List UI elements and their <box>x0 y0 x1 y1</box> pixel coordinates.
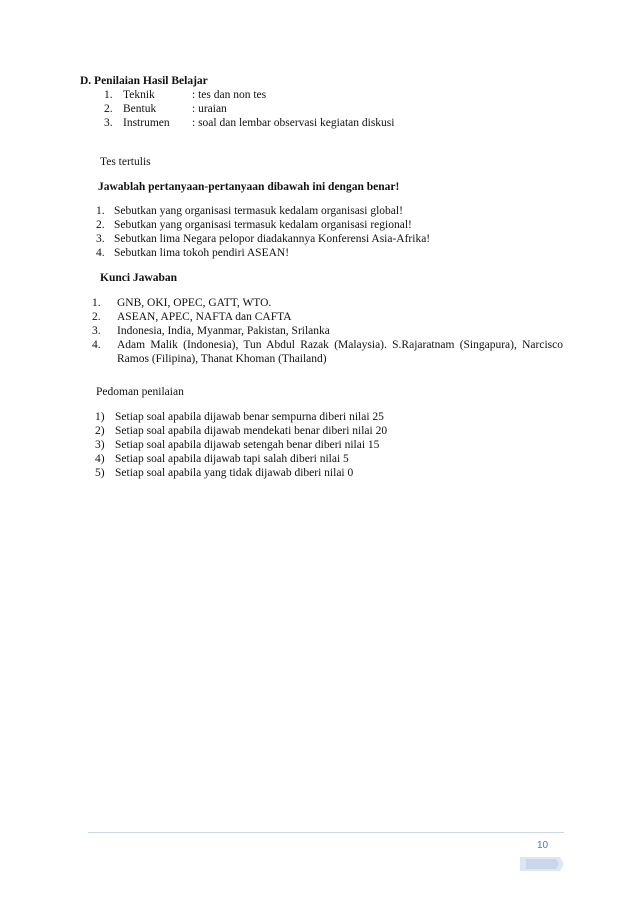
answer-num: 4. <box>92 339 101 351</box>
question-text: Sebutkan lima Negara pelopor diadakannya Konferensi Asia-Afrika! <box>114 233 431 245</box>
info-num: 2. <box>104 103 113 115</box>
answer-text: Indonesia, India, Myanmar, Pakistan, Srilanka <box>117 325 330 337</box>
scoring-text: Setiap soal apabila yang tidak dijawab diberi nilai 0 <box>115 467 354 479</box>
section-heading: D. Penilaian Hasil Belajar <box>80 75 208 87</box>
scoring-text: Setiap soal apabila dijawab benar sempurna diberi nilai 25 <box>115 411 384 423</box>
answer-num: 2. <box>92 311 101 323</box>
instruction-heading: Jawablah pertanyaan-pertanyaan dibawah ini dengan benar! <box>98 181 400 193</box>
question-text: Sebutkan yang organisasi termasuk kedalam organisasi regional! <box>114 219 412 231</box>
info-label: Teknik <box>123 89 155 101</box>
answer-num: 3. <box>92 325 101 337</box>
page-number: 10 <box>537 840 549 851</box>
test-type: Tes tertulis <box>100 156 151 168</box>
info-num: 1. <box>104 89 113 101</box>
scoring-text: Setiap soal apabila dijawab mendekati benar diberi nilai 20 <box>115 425 388 437</box>
answer-text: ASEAN, APEC, NAFTA dan CAFTA <box>117 311 292 323</box>
scoring-num: 4) <box>95 453 105 465</box>
question-num: 3. <box>96 233 105 245</box>
scoring-num: 5) <box>95 467 105 479</box>
scoring-text: Setiap soal apabila dijawab setengah benar diberi nilai 15 <box>115 439 380 451</box>
answer-text: Adam Malik (Indonesia), Tun Abdul Razak (Malaysia). S.Rajaratnam (Singapura), Narcisco <box>117 339 563 351</box>
info-num: 3. <box>104 117 113 129</box>
scoring-heading: Pedoman penilaian <box>96 386 184 398</box>
answer-key-heading: Kunci Jawaban <box>100 272 178 284</box>
question-text: Sebutkan lima tokoh pendiri ASEAN! <box>114 247 290 259</box>
scoring-num: 2) <box>95 425 105 437</box>
scoring-num: 1) <box>95 411 105 423</box>
answer-text-continued: Ramos (Filipina), Thanat Khoman (Thailand) <box>117 353 327 365</box>
question-num: 1. <box>96 205 105 217</box>
footer-divider <box>88 832 564 833</box>
answer-num: 1. <box>92 297 101 309</box>
scoring-text: Setiap soal apabila dijawab tapi salah diberi nilai 5 <box>115 453 349 465</box>
scoring-num: 3) <box>95 439 105 451</box>
question-text: Sebutkan yang organisasi termasuk kedalam organisasi global! <box>114 205 403 217</box>
question-num: 2. <box>96 219 105 231</box>
info-label: Bentuk <box>123 103 157 115</box>
info-value: : tes dan non tes <box>192 89 267 101</box>
info-value: : soal dan lembar observasi kegiatan diskusi <box>192 117 395 129</box>
question-num: 4. <box>96 247 105 259</box>
info-label: Instrumen <box>123 117 170 129</box>
info-value: : uraian <box>192 103 227 115</box>
footer-ribbon-icon <box>520 855 564 873</box>
answer-text: GNB, OKI, OPEC, GATT, WTO. <box>117 297 272 309</box>
